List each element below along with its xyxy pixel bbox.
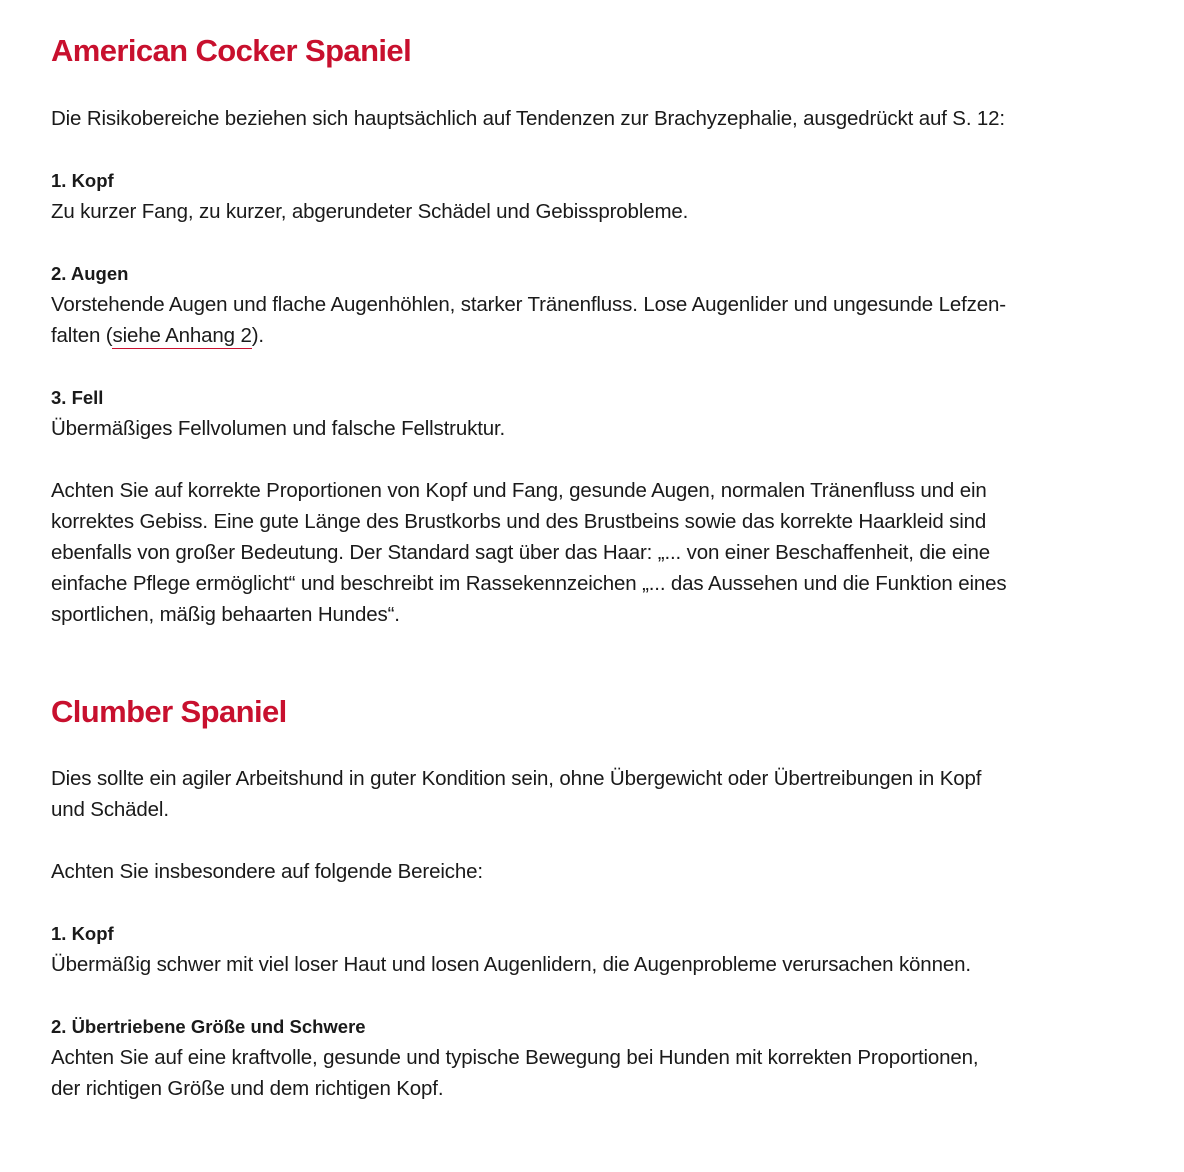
closing-line: korrektes Gebiss. Eine gute Länge des Brustkorbs und des Brustbeins sowie das korrekte Haarkleid sind — [51, 510, 987, 533]
item-heading: 2. Übertriebene Größe und Schwere — [51, 1016, 366, 1037]
closing-line: sportlichen, mäßig behaarten Hundes“. — [51, 603, 400, 626]
item-text-prefix: falten ( — [51, 324, 113, 347]
section-clumber-spaniel — [51, 691, 1140, 1104]
item-text — [51, 1042, 1140, 1104]
item-text: Übermäßiges Fellvolumen und falsche Fellstruktur. — [51, 417, 506, 440]
item-heading: 1. Kopf — [51, 923, 114, 944]
section-intro — [51, 763, 1140, 825]
item-text: Zu kurzer Fang, zu kurzer, abgerundeter Schädel und Gebissprobleme. — [51, 200, 689, 223]
risk-item-fell — [51, 382, 1140, 444]
focus-item-groesse — [51, 1011, 1140, 1104]
closing-line: Achten Sie auf korrekte Proportionen von Kopf und Fang, gesunde Augen, normalen Tränenfluss und ein — [51, 479, 987, 502]
risk-item-augen — [51, 258, 1140, 351]
section-title: American Cocker Spaniel — [51, 33, 412, 68]
item-heading: 2. Augen — [51, 263, 129, 284]
closing-paragraph — [51, 475, 1140, 630]
section-title: Clumber Spaniel — [51, 694, 287, 729]
closing-line: einfache Pflege ermöglicht“ und beschreibt im Rassekennzeichen „... das Aussehen und die Funktion eines — [51, 572, 1007, 595]
item-text-line: Vorstehende Augen und flache Augenhöhlen, starker Tränenfluss. Lose Augenlider und ungesunde Lefzen- — [51, 293, 1006, 316]
section-american-cocker-spaniel — [51, 30, 1140, 630]
item-text-line: der richtigen Größe und dem richtigen Kopf. — [51, 1077, 444, 1100]
focus-item-kopf — [51, 918, 1140, 980]
section-lead: Achten Sie insbesondere auf folgende Bereiche: — [51, 860, 483, 883]
item-text-line: Achten Sie auf eine kraftvolle, gesunde und typische Bewegung bei Hunden mit korrekten Proportionen, — [51, 1046, 979, 1069]
risk-item-kopf — [51, 165, 1140, 227]
closing-line: ebenfalls von großer Bedeutung. Der Standard sagt über das Haar: „... von einer Beschaffenheit, die eine — [51, 541, 991, 564]
item-text — [51, 289, 1140, 351]
intro-line: und Schädel. — [51, 798, 169, 821]
section-intro: Die Risikobereiche beziehen sich hauptsächlich auf Tendenzen zur Brachyzephalie, ausgedrückt auf S. 12: — [51, 107, 1005, 130]
item-text: Übermäßig schwer mit viel loser Haut und losen Augenlidern, die Augenprobleme verursachen können. — [51, 953, 971, 976]
intro-line: Dies sollte ein agiler Arbeitshund in guter Kondition sein, ohne Übergewicht oder Übertreibungen in Kopf — [51, 767, 982, 790]
item-heading: 3. Fell — [51, 387, 104, 408]
item-heading: 1. Kopf — [51, 170, 114, 191]
appendix-2-link[interactable]: siehe Anhang 2 — [112, 324, 252, 347]
item-text-suffix: ). — [251, 324, 264, 347]
